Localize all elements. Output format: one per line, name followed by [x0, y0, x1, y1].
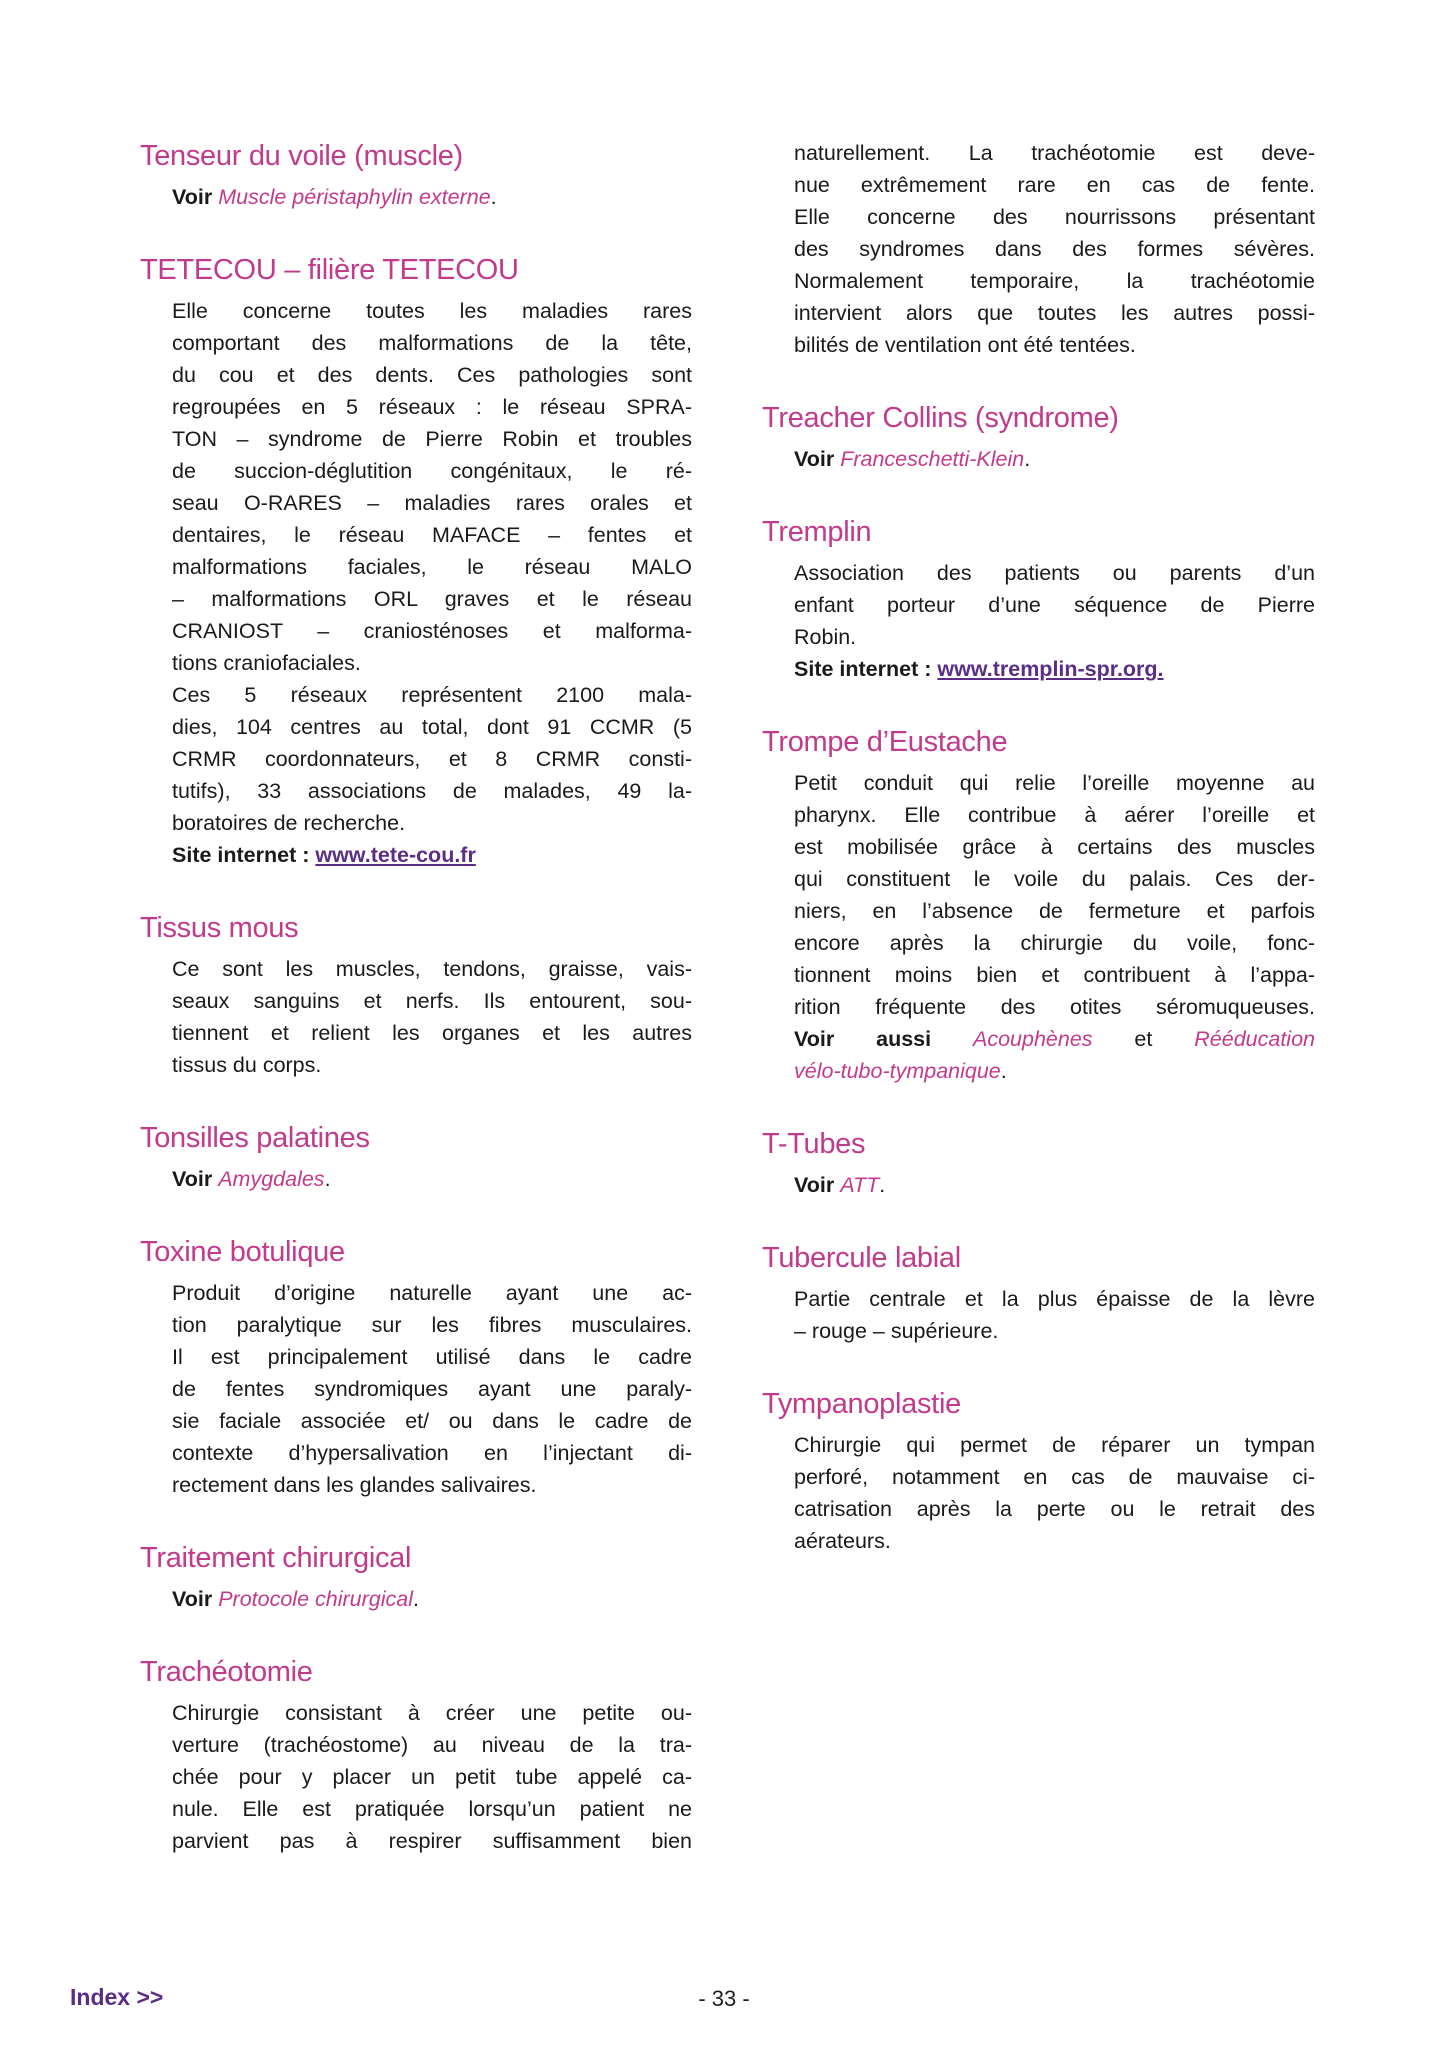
- text-run: Chirurgie consistant à créer une petite ou-: [172, 1701, 692, 1725]
- text-run: Elle concerne des nourrissons présentant: [794, 205, 1315, 229]
- text-run: .: [1024, 447, 1031, 471]
- entry-paragraph: [140, 295, 692, 871]
- hyperlink[interactable]: www.tremplin-spr.org.: [937, 657, 1164, 681]
- glossary-entry: [140, 251, 692, 871]
- entry-paragraph: [140, 1277, 692, 1501]
- text-run: Association des patients ou parents d’un: [794, 561, 1315, 585]
- text-line: [172, 487, 692, 519]
- text-run: verture (trachéostome) au niveau de la tra-: [172, 1733, 692, 1757]
- text-run: Robin.: [794, 625, 857, 649]
- entry-title: Tubercule labial: [762, 1242, 961, 1274]
- text-run: Voir: [794, 447, 841, 471]
- text-line: [172, 1469, 692, 1501]
- glossary-entry: [762, 1125, 1315, 1201]
- text-line: [794, 799, 1315, 831]
- glossary-entry: [762, 723, 1315, 1087]
- text-run: de fentes syndromiques ayant une paraly-: [172, 1377, 692, 1401]
- text-line: [794, 443, 1315, 475]
- text-line: [794, 653, 1315, 685]
- glossary-column-right: [762, 137, 1315, 1595]
- text-run: dentaires, le réseau MAFACE – fentes et: [172, 523, 692, 547]
- text-run: dies, 104 centres au total, dont 91 CCMR (5: [172, 715, 692, 739]
- text-run: est mobilisée grâce à certains des muscles: [794, 835, 1315, 859]
- cross-reference-term: Franceschetti-Klein: [840, 447, 1025, 471]
- glossary-entry: [762, 1385, 1315, 1557]
- text-line: [172, 985, 692, 1017]
- text-run: Voir: [172, 185, 219, 209]
- glossary-entry: [140, 1653, 692, 1857]
- text-line: [172, 647, 692, 679]
- text-line: [794, 831, 1315, 863]
- text-run: Ces 5 réseaux représentent 2100 mala-: [172, 683, 692, 707]
- text-line: [172, 1049, 692, 1081]
- text-line: [172, 775, 692, 807]
- entry-paragraph: [762, 767, 1315, 1087]
- text-line: [172, 1277, 692, 1309]
- text-line: [794, 991, 1315, 1023]
- entry-paragraph: [140, 953, 692, 1081]
- text-run: contexte d’hypersalivation en l’injectant di-: [172, 1441, 692, 1465]
- text-line: [172, 551, 692, 583]
- index-link[interactable]: Index >>: [70, 1984, 164, 2010]
- text-line: [172, 295, 692, 327]
- text-line: [794, 1055, 1315, 1087]
- text-run: aérateurs.: [794, 1529, 891, 1553]
- text-line: [172, 743, 692, 775]
- text-line: [172, 1583, 692, 1615]
- entry-paragraph: [762, 1169, 1315, 1201]
- entry-title: TETECOU – filière TETECOU: [140, 254, 519, 286]
- text-line: [172, 711, 692, 743]
- text-run: des syndromes dans des formes sévères.: [794, 237, 1315, 261]
- text-run: catrisation après la perte ou le retrait des: [794, 1497, 1315, 1521]
- text-run: boratoires de recherche.: [172, 811, 406, 835]
- text-run: parvient pas à respirer suffisamment bien: [172, 1829, 692, 1853]
- text-line: [794, 959, 1315, 991]
- text-run: .: [490, 185, 497, 209]
- text-line: [172, 1697, 692, 1729]
- text-run: Normalement temporaire, la trachéotomie: [794, 269, 1315, 293]
- text-run: tiennent et relient les organes et les autres: [172, 1021, 692, 1045]
- entry-paragraph: [140, 181, 692, 213]
- cross-reference-term: ATT: [840, 1173, 880, 1197]
- entry-title: Tonsilles palatines: [140, 1122, 370, 1154]
- text-line: [172, 1825, 692, 1857]
- text-run: tionnent moins bien et contribuent à l’appa-: [794, 963, 1315, 987]
- text-line: [794, 589, 1315, 621]
- text-run: Il est principalement utilisé dans le cadre: [172, 1345, 692, 1369]
- glossary-entry: [762, 513, 1315, 685]
- text-run: seaux sanguins et nerfs. Ils entourent, sou-: [172, 989, 692, 1013]
- glossary-entry: [762, 1239, 1315, 1347]
- text-line: [794, 557, 1315, 589]
- text-line: [794, 233, 1315, 265]
- text-line: [172, 1341, 692, 1373]
- glossary-column-left: [140, 137, 692, 1895]
- entry-paragraph: [762, 1429, 1315, 1557]
- text-line: [172, 1373, 692, 1405]
- cross-reference-term: Rééducation: [1194, 1027, 1315, 1051]
- text-run: malformations faciales, le réseau MALO: [172, 555, 692, 579]
- text-line: [794, 1169, 1315, 1201]
- text-line: [172, 327, 692, 359]
- text-line: [172, 807, 692, 839]
- entry-title: Toxine botulique: [140, 1236, 345, 1268]
- entry-title: Tremplin: [762, 516, 872, 548]
- text-run: sie faciale associée et/ ou dans le cadre de: [172, 1409, 692, 1433]
- glossary-entry: [140, 1233, 692, 1501]
- text-run: .: [412, 1587, 419, 1611]
- cross-reference-term: Muscle péristaphylin externe: [218, 185, 491, 209]
- glossary-entry: [140, 137, 692, 213]
- text-line: [172, 455, 692, 487]
- text-run: Produit d’origine naturelle ayant une ac-: [172, 1281, 692, 1305]
- text-run: .: [879, 1173, 886, 1197]
- entry-paragraph: [140, 1163, 692, 1195]
- entry-title: Tympanoplastie: [762, 1388, 961, 1420]
- text-line: [172, 1405, 692, 1437]
- text-run: Site internet :: [172, 843, 316, 867]
- text-run: Voir: [794, 1173, 841, 1197]
- text-run: bilités de ventilation ont été tentées.: [794, 333, 1136, 357]
- text-run: – rouge – supérieure.: [794, 1319, 999, 1343]
- text-line: [794, 895, 1315, 927]
- text-run: CRANIOST – craniosténoses et malforma-: [172, 619, 692, 643]
- text-line: [794, 1283, 1315, 1315]
- entry-title: Traitement chirurgical: [140, 1542, 412, 1574]
- text-line: [794, 265, 1315, 297]
- text-line: [172, 583, 692, 615]
- text-run: nue extrêmement rare en cas de fente.: [794, 173, 1315, 197]
- text-line: [172, 1761, 692, 1793]
- text-run: nule. Elle est pratiquée lorsqu’un patient ne: [172, 1797, 692, 1821]
- text-run: rition fréquente des otites séromuqueuses.: [794, 995, 1315, 1019]
- text-run: – malformations ORL graves et le réseau: [172, 587, 692, 611]
- text-line: [794, 767, 1315, 799]
- text-run: et: [1092, 1027, 1195, 1051]
- text-run: tion paralytique sur les fibres musculaires.: [172, 1313, 692, 1337]
- text-line: [794, 201, 1315, 233]
- entry-paragraph: [762, 443, 1315, 475]
- text-line: [172, 519, 692, 551]
- text-run: du cou et des dents. Ces pathologies sont: [172, 363, 692, 387]
- text-line: [172, 679, 692, 711]
- entry-paragraph: [140, 1583, 692, 1615]
- cross-reference-term: Amygdales: [218, 1167, 325, 1191]
- text-line: [172, 423, 692, 455]
- text-run: de succion-déglutition congénitaux, le ré-: [172, 459, 692, 483]
- text-run: Partie centrale et la plus épaisse de la lèvre: [794, 1287, 1315, 1311]
- entry-title: Trachéotomie: [140, 1656, 313, 1688]
- text-run: Petit conduit qui relie l’oreille moyenne au: [794, 771, 1315, 795]
- text-run: rectement dans les glandes salivaires.: [172, 1473, 537, 1497]
- text-line: [794, 297, 1315, 329]
- text-run: intervient alors que toutes les autres possi-: [794, 301, 1315, 325]
- cross-reference-term: Protocole chirurgical: [218, 1587, 413, 1611]
- text-run: encore après la chirurgie du voile, fonc-: [794, 931, 1315, 955]
- glossary-entry: [140, 1119, 692, 1195]
- entry-title: Tissus mous: [140, 912, 299, 944]
- text-line: [172, 1793, 692, 1825]
- text-run: regroupées en 5 réseaux : le réseau SPRA-: [172, 395, 692, 419]
- text-run: CRMR coordonnateurs, et 8 CRMR consti-: [172, 747, 692, 771]
- text-run: enfant porteur d’une séquence de Pierre: [794, 593, 1315, 617]
- hyperlink[interactable]: www.tete-cou.fr: [315, 843, 476, 867]
- text-line: [794, 927, 1315, 959]
- glossary-entry: [762, 399, 1315, 475]
- text-run: Site internet :: [794, 657, 938, 681]
- text-line: [172, 391, 692, 423]
- text-run: Voir: [172, 1587, 219, 1611]
- entry-paragraph: [762, 557, 1315, 685]
- text-line: [794, 1525, 1315, 1557]
- text-run: naturellement. La trachéotomie est deve-: [794, 141, 1315, 165]
- text-line: [794, 1461, 1315, 1493]
- text-line: [794, 329, 1315, 361]
- text-line: [794, 1493, 1315, 1525]
- text-run: tions craniofaciales.: [172, 651, 361, 675]
- entry-title: Tenseur du voile (muscle): [140, 140, 463, 172]
- entry-title: Treacher Collins (syndrome): [762, 402, 1119, 434]
- text-run: pharynx. Elle contribue à aérer l’oreille et: [794, 803, 1315, 827]
- text-run: Elle concerne toutes les maladies rares: [172, 299, 692, 323]
- entry-title: Trompe d’Eustache: [762, 726, 1008, 758]
- glossary-entry: [762, 137, 1315, 361]
- text-line: [172, 839, 692, 871]
- text-line: [794, 621, 1315, 653]
- text-line: [172, 1163, 692, 1195]
- text-line: [794, 1429, 1315, 1461]
- text-run: Voir aussi: [794, 1027, 973, 1051]
- text-run: .: [1000, 1059, 1007, 1083]
- entry-title: T-Tubes: [762, 1128, 866, 1160]
- glossary-entry: [140, 1539, 692, 1615]
- text-line: [172, 1309, 692, 1341]
- text-run: Chirurgie qui permet de réparer un tympan: [794, 1433, 1315, 1457]
- text-run: seau O-RARES – maladies rares orales et: [172, 491, 692, 515]
- cross-reference-term: vélo-tubo-tympanique: [794, 1059, 1001, 1083]
- page-number: - 33 -: [698, 1986, 750, 2011]
- text-line: [172, 359, 692, 391]
- text-run: Voir: [172, 1167, 219, 1191]
- entry-paragraph: [762, 1283, 1315, 1347]
- text-run: chée pour y placer un petit tube appelé ca-: [172, 1765, 692, 1789]
- text-line: [172, 953, 692, 985]
- text-line: [172, 1017, 692, 1049]
- text-run: .: [324, 1167, 331, 1191]
- text-line: [172, 1729, 692, 1761]
- text-line: [172, 1437, 692, 1469]
- text-line: [794, 137, 1315, 169]
- text-line: [172, 181, 692, 213]
- text-line: [794, 1023, 1315, 1055]
- text-line: [794, 863, 1315, 895]
- entry-paragraph: [140, 1697, 692, 1857]
- text-line: [794, 169, 1315, 201]
- text-run: qui constituent le voile du palais. Ces der-: [794, 867, 1315, 891]
- text-run: comportant des malformations de la tête,: [172, 331, 692, 355]
- glossary-entry: [140, 909, 692, 1081]
- text-run: tissus du corps.: [172, 1053, 322, 1077]
- text-run: tutifs), 33 associations de malades, 49 la-: [172, 779, 692, 803]
- text-line: [172, 615, 692, 647]
- text-run: perforé, notamment en cas de mauvaise ci-: [794, 1465, 1315, 1489]
- text-run: TON – syndrome de Pierre Robin et troubles: [172, 427, 692, 451]
- text-run: niers, en l’absence de fermeture et parfois: [794, 899, 1315, 923]
- entry-paragraph: [762, 137, 1315, 361]
- text-line: [794, 1315, 1315, 1347]
- cross-reference-term: Acouphènes: [972, 1027, 1093, 1051]
- text-run: Ce sont les muscles, tendons, graisse, vais-: [172, 957, 692, 981]
